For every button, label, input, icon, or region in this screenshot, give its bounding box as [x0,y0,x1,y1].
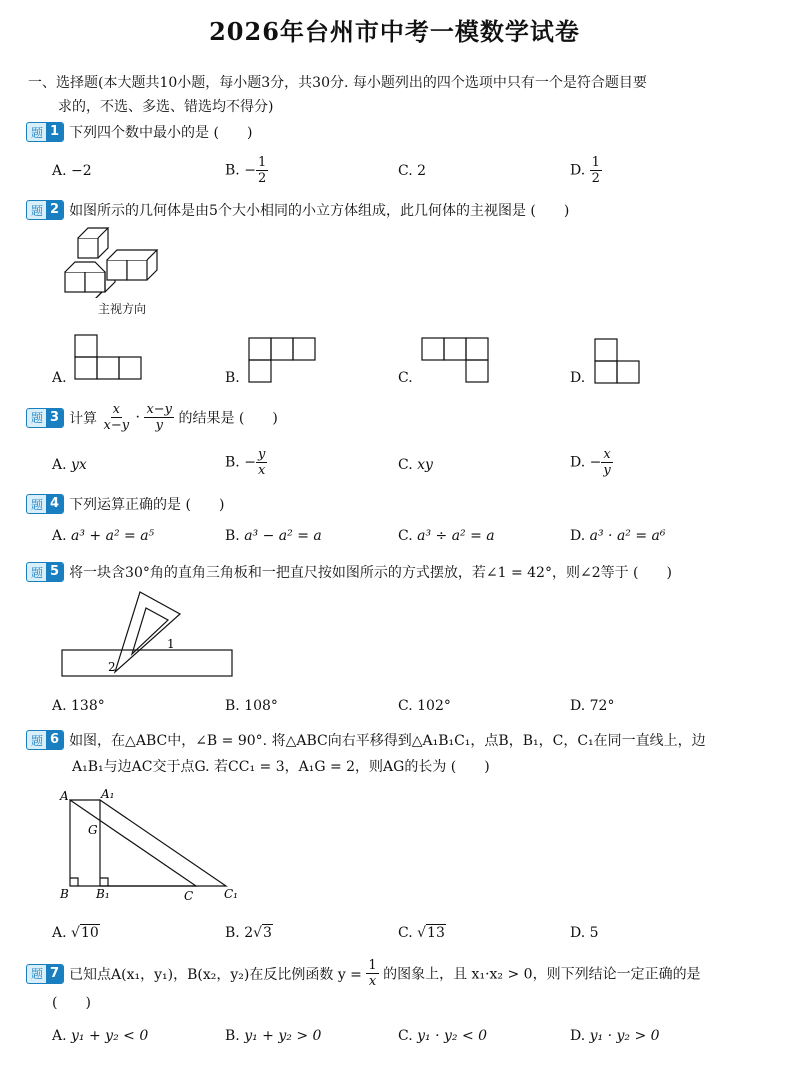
svg-text:B: B [60,887,69,901]
q1-option-d[interactable]: D. $\frac{1}{2}$ [570,155,600,186]
q2-option-a[interactable]: A. [52,370,67,386]
angle-2-label: 2 [108,660,116,674]
question-badge: 题 3 [26,408,64,428]
ruler [62,650,232,676]
section-heading-line2: 求的，不选、多选、错选均不得分) [58,99,274,115]
q2-figure-caption: 主视方向 [98,302,147,316]
q4-option-b[interactable]: B. a³ − a² = a [225,528,322,544]
svg-text:A: A [60,789,69,803]
q1-option-a[interactable]: A. −2 [52,163,92,179]
question-badge: 题 4 [26,494,64,514]
question-1 [26,122,252,142]
question-badge: 题 1 [26,122,64,142]
q7-option-a[interactable]: A. y₁ + y₂ < 0 [52,1028,149,1044]
view-direction-arrow [94,292,102,298]
q4-option-c[interactable]: C. a³ ÷ a² = a [398,528,495,544]
question-4: 题 4 下列运算正确的是 ( ) [26,494,224,514]
q4-option-a[interactable]: A. a³ + a² = a⁵ [52,528,155,544]
q6-figure [56,786,256,904]
q6-option-d[interactable]: D. 5 [570,925,599,941]
question-3: 题 3 计算 $\frac{x}{x-y}$ · $\frac{x-y}{y}$ 的结果是 ( ) [26,402,278,433]
q3-option-c[interactable]: C. xy [398,457,433,473]
question-badge: 题 7 [26,964,64,984]
q1-option-c[interactable]: C. 2 [398,163,427,179]
question-badge: 题 2 [26,200,64,220]
question-text: 如图所示的几何体是由5个大小相同的小立方体组成，此几何体的主视图是 ( ) [69,203,570,219]
q6-option-b[interactable]: B. 2√3 [225,925,272,941]
question-7: 题 7 已知点A(x₁，y₁)，B(x₂，y₂)在反比例函数 y = $\frac{1}{x}$ 的图象上，且 x₁·x₂ > 0，则下列结论一定正确的是 [26,958,701,989]
q2-option-c-view [421,337,491,385]
angle-1-label: 1 [167,637,175,651]
q1-option-b[interactable]: B. − $\frac{1}{2}$ [225,155,267,186]
q7-option-b[interactable]: B. y₁ + y₂ > 0 [225,1028,322,1044]
q5-figure [60,588,240,680]
q5-option-a[interactable]: A. 138° [52,698,105,714]
question-6: 题 6 如图，在△ABC中，∠B = 90°. 将△ABC向右平移得到△A₁B₁C₁，点B，B₁，C，C₁在同一直线上，边 [26,730,706,750]
q2-option-c[interactable]: C. [398,370,413,386]
question-6-line2: A₁B₁与边AC交于点G. 若CC₁ = 3，A₁G = 2，则AG的长为 ( ) [72,759,490,775]
q7-option-d[interactable]: D. y₁ · y₂ > 0 [570,1028,660,1044]
q2-option-b[interactable]: B. [225,370,240,386]
q2-option-d[interactable]: D. [570,370,586,386]
q2-option-b-view [248,337,318,385]
svg-text:G: G [88,823,98,837]
q7-option-c[interactable]: C. y₁ · y₂ < 0 [398,1028,488,1044]
svg-text:B₁: B₁ [96,887,110,901]
q3-option-b[interactable]: B. − $\frac{y}{x}$ [225,447,266,478]
q6-option-c[interactable]: C. √13 [398,925,445,941]
q2-option-d-view [594,338,644,386]
q2-cube-figure [60,226,170,298]
question-7-line2: ( ) [52,995,91,1011]
q5-option-d[interactable]: D. 72° [570,698,615,714]
question-5: 题 5 将一块含30°角的直角三角板和一把直尺按如图所示的方式摆放，若∠1 = 42°，则∠2等于 ( ) [26,562,672,582]
page-title: 2026年台州市中考一模数学试卷 [209,17,580,46]
q6-option-a[interactable]: A. √10 [52,925,99,941]
svg-text:C: C [184,889,194,903]
svg-text:C₁: C₁ [224,887,238,901]
q5-option-b[interactable]: B. 108° [225,698,278,714]
question-text: 下列四个数中最小的是 ( ) [69,125,253,141]
question-badge: 题 5 [26,562,64,582]
svg-text:A₁: A₁ [101,787,115,801]
question-badge: 题 6 [26,730,64,750]
q3-option-a[interactable]: A. yx [52,457,87,473]
q4-option-d[interactable]: D. a³ · a² = a⁶ [570,528,666,544]
section-heading-line1: 一、选择题(本大题共10小题，每小题3分，共30分. 每小题列出的四个选项中只有一个是符合题目要 [28,75,647,91]
q5-option-c[interactable]: C. 102° [398,698,451,714]
q3-option-d[interactable]: D. − $\frac{x}{y}$ [570,447,611,478]
q2-option-a-view [74,334,144,382]
question-2 [26,200,569,220]
